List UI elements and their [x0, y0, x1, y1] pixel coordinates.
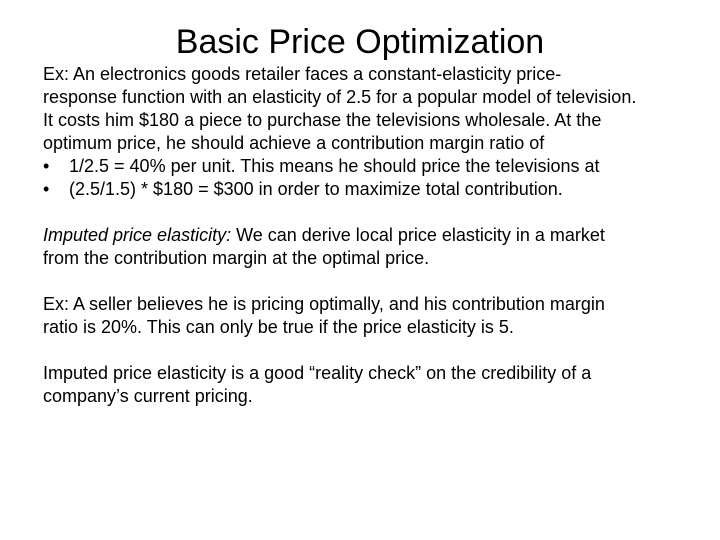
imputed-elasticity-paragraph [43, 224, 711, 270]
spacer [43, 270, 711, 293]
imputed-elasticity-definition: We can derive local price elasticity in a market [231, 225, 605, 245]
reality-check-paragraph [43, 362, 711, 408]
bullet-icon: • [43, 156, 50, 176]
slide-title: Basic Price Optimization [175, 23, 545, 61]
imputed-elasticity-line-1 [43, 224, 711, 247]
example-seller-line-2: ratio is 20%. This can only be true if the price elasticity is 5. [43, 317, 514, 337]
example-seller-line-1: Ex: A seller believes he is pricing optimally, and his contribution margin [43, 294, 605, 314]
bullet-text: 1/2.5 = 40% per unit. This means he should price the televisions at [69, 156, 600, 176]
spacer [43, 339, 711, 362]
reality-check-line-1: Imputed price elasticity is a good “reality check” on the credibility of a [43, 363, 592, 383]
example-retailer-paragraph [43, 63, 711, 201]
spacer [43, 201, 711, 224]
example-retailer-line-1: Ex: An electronics goods retailer faces a constant-elasticity price- [43, 64, 562, 84]
example-retailer-line-3: It costs him $180 a piece to purchase the televisions wholesale. At the [43, 110, 602, 130]
bullet-text: (2.5/1.5) * $180 = $300 in order to maximize total contribution. [69, 179, 563, 199]
reality-check-line-2: company’s current pricing. [43, 386, 253, 406]
bullet-item-margin-ratio [43, 155, 711, 178]
example-retailer-line-2: response function with an elasticity of 2.5 for a popular model of television. [43, 87, 637, 107]
imputed-elasticity-line-2: from the contribution margin at the optimal price. [43, 248, 430, 268]
bullet-icon: • [43, 179, 50, 199]
example-retailer-line-4: optimum price, he should achieve a contribution margin ratio of [43, 133, 545, 153]
slide-body [43, 63, 711, 408]
example-seller-paragraph [43, 293, 711, 339]
bullet-item-optimal-price [43, 178, 711, 201]
imputed-elasticity-term: Imputed price elasticity: [43, 225, 232, 245]
